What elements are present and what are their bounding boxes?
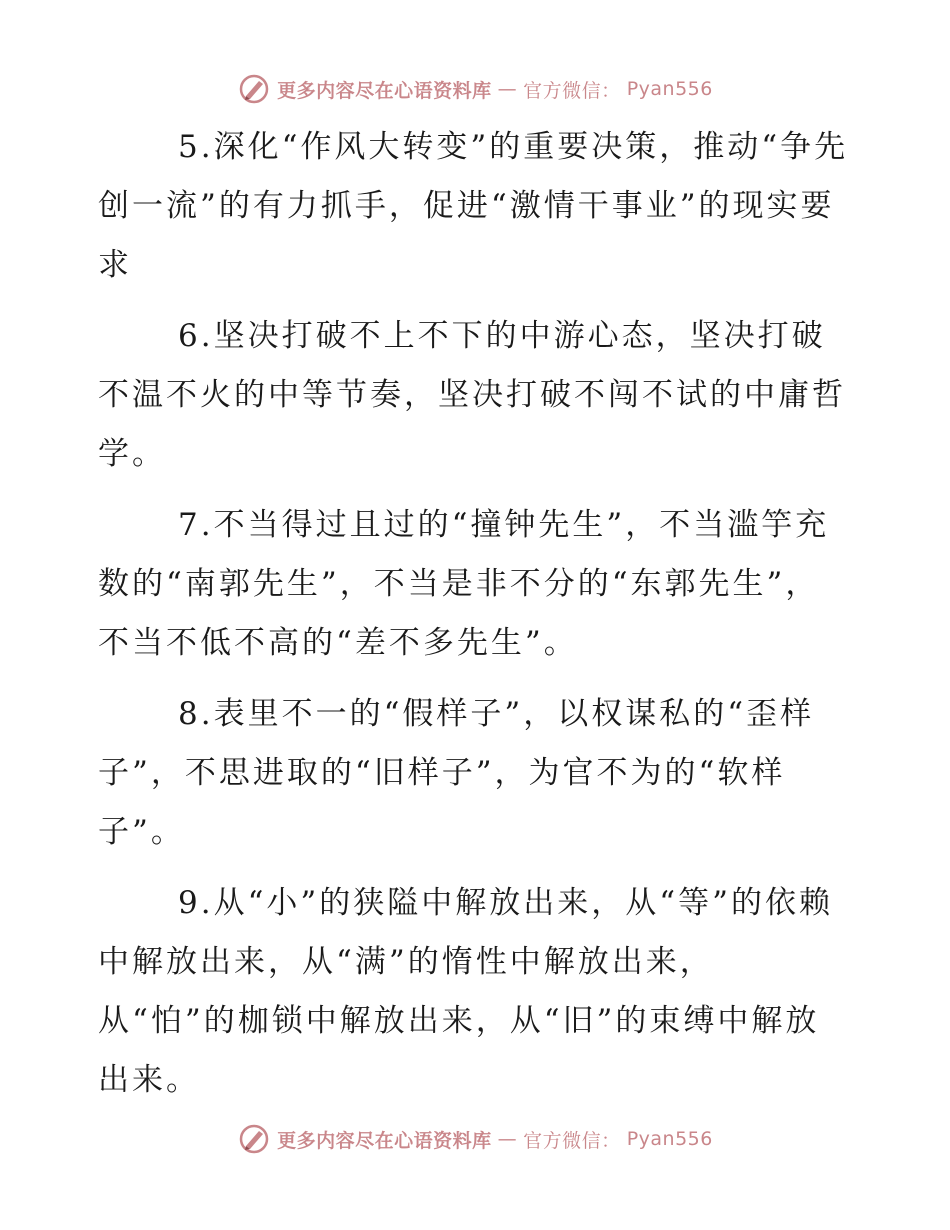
pen-logo-icon xyxy=(237,72,271,106)
watermark-contact-label: 官方微信： xyxy=(523,1129,621,1152)
footer-watermark xyxy=(0,1122,950,1156)
watermark-contact-id: Pyan556 xyxy=(626,78,713,100)
paragraph-9: 9.从“小”的狭隘中解放出来，从“等”的依赖中解放出来，从“满”的惰性中解放出来，从“怕”的枷锁中解放出来，从“旧”的束缚中解放出来。 xyxy=(98,885,833,1098)
paragraph-5: 5.深化“作风大转变”的重要决策，推动“争先创一流”的有力抓手，促进“激情干事业”的现实要求 xyxy=(98,129,849,283)
watermark-separator: — xyxy=(497,1128,518,1150)
paragraph-7: 7.不当得过且过的“撞钟先生”，不当滥竽充数的“南郭先生”，不当是非不分的“东郭先生”，不当不低不高的“差不多先生”。 xyxy=(98,507,830,661)
pen-logo-icon xyxy=(237,1122,271,1156)
paragraph-6: 6.坚决打破不上不下的中游心态，坚决打破不温不火的中等节奏，坚决打破不闯不试的中庸哲学。 xyxy=(98,318,846,472)
header-watermark xyxy=(0,72,950,106)
paragraph-8: 8.表里不一的“假样子”，以权谋私的“歪样子”，不思进取的“旧样子”，为官不为的“软样子”。 xyxy=(98,696,815,850)
watermark-brand: 更多内容尽在心语资料库 xyxy=(277,79,492,102)
watermark-brand: 更多内容尽在心语资料库 xyxy=(277,1129,492,1152)
watermark-contact-label: 官方微信： xyxy=(523,79,621,102)
document-body xyxy=(98,118,850,1110)
watermark-contact-id: Pyan556 xyxy=(626,1128,713,1150)
watermark-separator: — xyxy=(497,78,518,100)
